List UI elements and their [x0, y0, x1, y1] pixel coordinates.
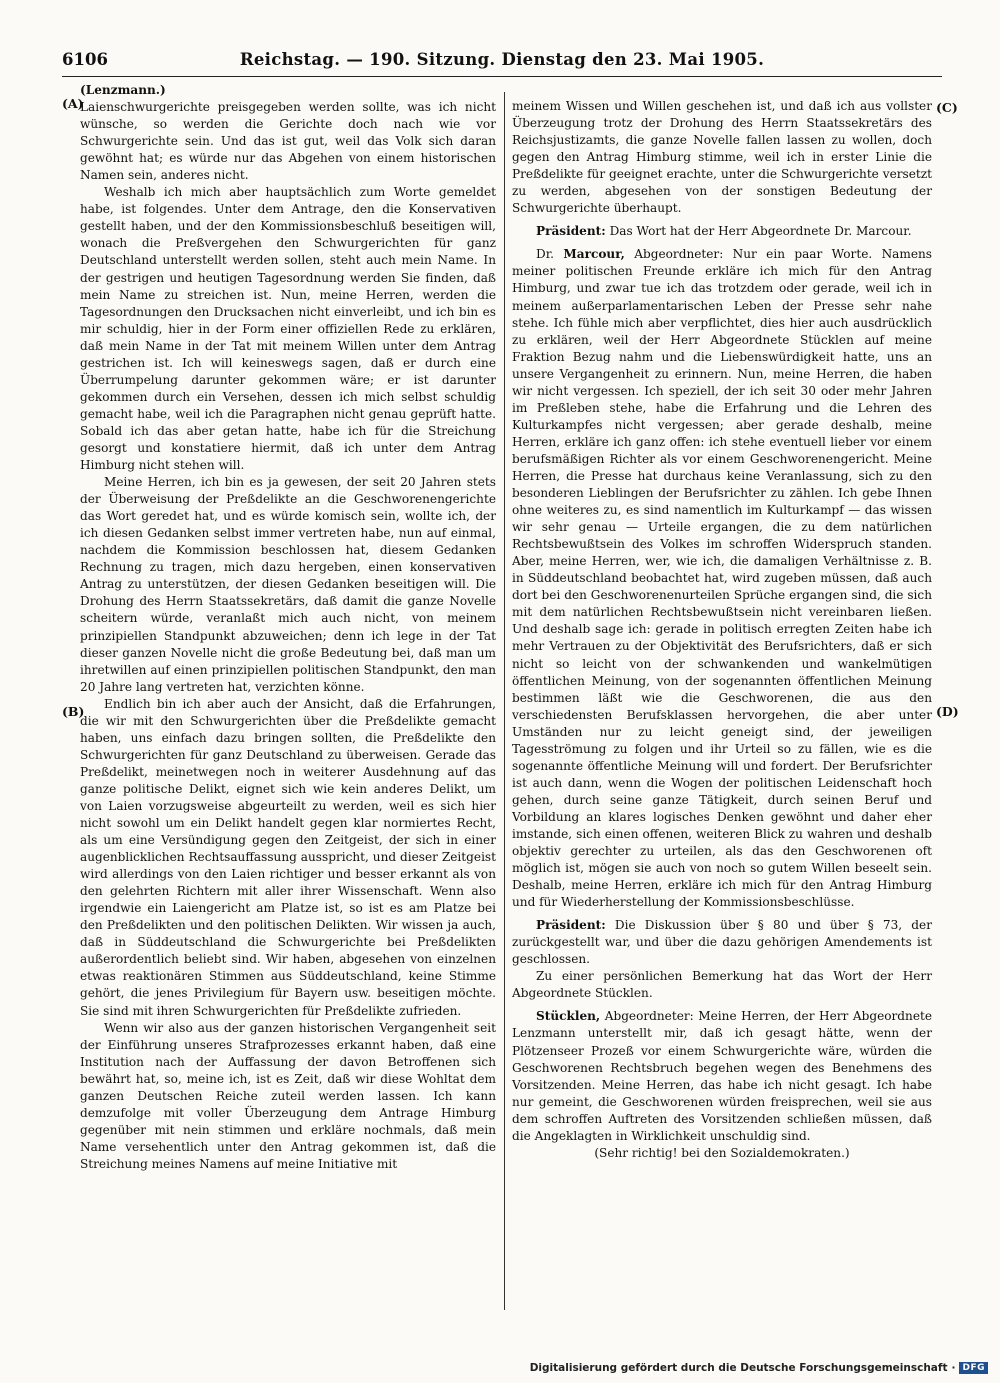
margin-mark-d: (D)	[936, 704, 959, 719]
footer-text: Digitalisierung gefördert durch die Deutsche Forschungsgemeinschaft	[529, 1362, 948, 1374]
paragraph: Meine Herren, ich bin es ja gewesen, der seit 20 Jahren stets der Überweisung der Preßdelikte an die Geschworenengerichte das Wort geredet hat, und es würde komisch sein, wollte ich, der ich diesen Gedanken selbst immer vertreten habe, nun auf einmal, nachdem die Kommission beschlossen hat, diesem Gedanken Rechnung zu tragen, mich dazu hergeben, einen konservativen Antrag zu unterstützen, der diesen Gedanken beseitigen will. Die Drohung des Herrn Staatssekretärs, daß damit die ganze Novelle scheitern würde, veranlaßt mich auch nicht, von meinem prinzipiellen Standpunkt abzuweichen; denn ich lege in der Tat dieser ganzen Novelle nicht die große Bedeutung bei, daß man um ihretwillen auf einen prinzipiellen politischen Standpunkt, den man 20 Jahre lang vertreten hat, verzichten könne.	[80, 475, 496, 694]
interjection: (Sehr richtig! bei den Sozialdemokraten.)	[594, 1145, 850, 1160]
speech-text: Abgeordneter: Meine Herren, der Herr Abgeordnete Lenzmann unterstellt mir, daß ich gesagt hätte, wenn der Plötzenseer Prozeß vor einem Schwurgerichte wäre, würden die Geschworenen Rechtsbruch begehen wegen des Benehmens des Vorsitzenden. Meine Herren, das habe ich nicht gesagt. Ich habe nur gemeint, die Geschworenen würden freisprechen, weil sie aus dem schroffen Auftreten des Vorsitzenden schließen müssen, daß die Angeklagten in Wirklichkeit unschuldig sind.	[512, 1009, 932, 1143]
paragraph: Weshalb ich mich aber hauptsächlich zum Worte gemeldet habe, ist folgendes. Unter dem Antrage, den die Konservativen gestellt haben, und der den Kommissionsbeschluß beseitigen will, wonach die Preßvergehen den Schwurgerichten für ganz Deutschland unterstellt werden sollen, steht auch mein Name. In der gestrigen und heutigen Tagesordnung werden Sie finden, daß mein Name zu streichen ist. Nun, meine Herren, werden die Tagesordnungen den Drucksachen nicht einverleibt, und ich bin es mir schuldig, hier in der Form einer offiziellen Rede zu erklären, daß mein Name in der Tat mit meinem Willen unter dem Antrag gestrichen ist. Ich will keineswegs sagen, daß er durch eine Überrumpelung darunter gekommen wäre; er ist darunter gekommen durch ein Versehen, dessen ich mich selbst schuldig gemacht habe, weil ich die Paragraphen nicht genau geprüft hatte. Sobald ich das aber getan hatte, habe ich für die Streichung gesorgt und konstatiere hiermit, daß ich unter dem Antrag Himburg nicht stehen will.	[80, 185, 496, 473]
paragraph: Endlich bin ich aber auch der Ansicht, daß die Erfahrungen, die wir mit den Schwurgerichten über die Preßdelikte gemacht haben, uns einfach dazu bringen sollten, die Preßdelikte den Schwurgerichten für ganz Deutschland zu überweisen. Gerade das Preßdelikt, meinetwegen noch in weiterer Ausdehnung auf das ganze politische Delikt, eignet sich wie kein anderes Delikt, um von Laien vorzugsweise abgeurteilt zu werden, weil es sich hier nicht sowohl um ein Delikt handelt gegen klar normiertes Recht, als um eine Versündigung gegen den Zeitgeist, der sich in einer augenblicklichen Rechtsauffassung ausspricht, und dieser Zeitgeist wird allerdings von den Laien richtiger und besser erkannt als von den gelehrten Richtern mit aller ihrer Wissenschaft. Wenn also irgendwie ein Laiengericht am Platze ist, so ist es am Platze bei den Preßdelikten und den politischen Delikten. Wir wissen ja auch, daß in Süddeutschland die Schwurgerichte bei Preßdelikten außerordentlich beliebt sind. Wir haben, abgesehen von einzelnen etwas reaktionären Stimmen aus Süddeutschland, keine Stimme gehört, die jenes Privilegium für Bayern usw. beseitigen möchte. Sie sind mit ihren Schwurgerichten für Preßdelikte zufrieden.	[80, 696, 496, 1018]
margin-mark-a: (A)	[62, 96, 84, 111]
right-column	[512, 98, 932, 1162]
speaker-name: Stücklen,	[536, 1009, 601, 1024]
left-column	[80, 82, 496, 1173]
footer: Digitalisierung gefördert durch die Deutsche Forschungsgemeinschaft · DFG	[530, 1362, 988, 1374]
speech-text: Die Diskussion über § 80 und über § 73, der zurückgestellt war, und über die dazu gehörigen Amendements ist geschlossen.	[512, 918, 932, 967]
paragraph	[512, 246, 932, 911]
speaker-tag: (Lenzmann.)	[80, 83, 166, 97]
paragraph	[512, 1008, 932, 1144]
dfg-logo: DFG	[959, 1362, 988, 1374]
paragraph	[512, 917, 932, 968]
paragraph: Zu einer persönlichen Bemerkung hat das Wort der Herr Abgeordnete Stücklen.	[512, 969, 932, 1001]
speaker-name: Präsident:	[536, 918, 606, 933]
speech-text: Abgeordneter: Nur ein paar Worte. Namens meiner politischen Freunde erkläre ich mich für den Antrag Himburg, und zwar tue ich das trotzdem oder gerade, weil ich in meinem außerparlamentarischen Leben der Presse sehr nahe stehe. Ich fühle mich aber verpflichtet, dies hier auch ausdrücklich zu erklären, weil der Herr Abgeordnete Stücklen auf meine Fraktion Bezug nahm und die Liebenswürdigkeit hatte, uns an unsere Vergangenheit zu erinnern. Nun, meine Herren, die haben wir nicht vergessen. Ich speziell, der ich seit 30 oder mehr Jahren im Preßleben stehe, habe die Erfahrung und die Lehren des Kulturkampfes nicht vergessen; aber gerade deshalb, meine Herren, erkläre ich ganz offen: ich stehe eventuell lieber vor einem berufsmäßigen Richter als vor einem Geschworenengericht. Meine Herren, die Presse hat durchaus keine Veranlassung, sich zu den besonderen Lieblingen der Berufsrichter zu zählen. Ich gebe Ihnen ohne weiteres zu, es sind namentlich im Kulturkampf — das wissen wir sehr genau — Urteile ergangen, die zu dem natürlichen Rechtsbewußtsein des Volkes im schroffen Widerspruch standen. Aber, meine Herren, wer, wie ich, die damaligen Verhältnisse z. B. in Süddeutschland beobachtet hat, wird zugeben müssen, daß auch dort bei den Geschworenenurteilen Sprüche ergangen sind, die sich mit dem natürlichen Rechtsbewußtsein nicht vereinbaren ließen. Und deshalb sage ich: gerade in politisch erregten Zeiten habe ich mehr Vertrauen zu der Objektivität des Berufsrichters, daß er sich nicht so leicht von der schwankenden und wankelmütigen öffentlichen Meinung, von der sogenannten öffentlichen Meinung bestimmen läßt wie die Geschworenen, die aus den verschiedensten Berufsklassen hervorgehen, die aber unter Umständen nur zu leicht geneigt sind, der jeweiligen Tagesströmung zu folgen und ihr Urteil so zu fällen, wie es die sogenannte öffentliche Meinung will und fordert. Der Berufsrichter ist auch dann, wenn die Wogen der politischen Leidenschaft hoch gehen, durch seine ganze Tätigkeit, durch seinen Beruf und Vorbildung an klares logisches Denken gewöhnt und daher eher imstande, sich einen offenen, weiteren Blick zu wahren und deshalb objektiv gerechter zu urteilen, als das den Geschworenen oft möglich ist, mögen sie auch von noch so gutem Willen beseelt sein. Deshalb, meine Herren, erkläre ich mich für den Antrag Himburg und für Wiederherstellung der Kommissionsbeschlüsse.	[512, 247, 932, 910]
paragraph: Laienschwurgerichte preisgegeben werden sollte, was ich nicht wünsche, so werden die Gerichte doch nach wie vor Schwurgerichte sein. Und das ist gut, weil das Volk sich daran gewöhnt hat; es würde nur das Abgehen von einem historischen Namen sein, anderes nicht.	[80, 100, 496, 183]
margin-mark-c: (C)	[936, 100, 958, 115]
margin-mark-b: (B)	[62, 704, 85, 719]
paragraph: meinem Wissen und Willen geschehen ist, und daß ich aus vollster Überzeugung trotz der Drohung des Herrn Staatssekretärs des Reichsjustizamts, die ganze Novelle fallen lassen zu wollen, doch gegen den Antrag Himburg stimme, weil ich in erster Linie die Preßdelikte für geeignet erachte, unter die Schwurgerichte versetzt zu werden, abgesehen von der sonstigen Bedeutung der Schwurgerichte überhaupt.	[512, 99, 932, 216]
page-title: Reichstag. — 190. Sitzung. Dienstag den 23. Mai 1905.	[239, 50, 765, 69]
speaker-title: Dr.	[536, 247, 554, 262]
speaker-name: Marcour,	[563, 247, 625, 262]
column-divider	[504, 92, 505, 1310]
page-header	[62, 50, 942, 77]
speech-text: Das Wort hat der Herr Abgeordnete Dr. Marcour.	[609, 224, 912, 239]
page-number: 6106	[62, 50, 108, 69]
speaker-name: Präsident:	[536, 224, 606, 239]
paragraph: Wenn wir also aus der ganzen historischen Vergangenheit seit der Einführung unseres Strafprozesses erkannt haben, daß eine Institution nach der Auffassung der davon Betroffenen sich bewährt hat, so, meine ich, ist es Zeit, daß wir diese Wohltat dem ganzen Deutschen Reiche zuteil werden lassen. Ich kann demzufolge mit voller Überzeugung dem Antrage Himburg gegenüber mit nein stimmen und erkläre nochmals, daß mein Name versehentlich unter den Antrag gekommen ist, daß die Streichung meines Namens auf meine Initiative mit	[80, 1020, 496, 1171]
paragraph	[512, 223, 932, 240]
